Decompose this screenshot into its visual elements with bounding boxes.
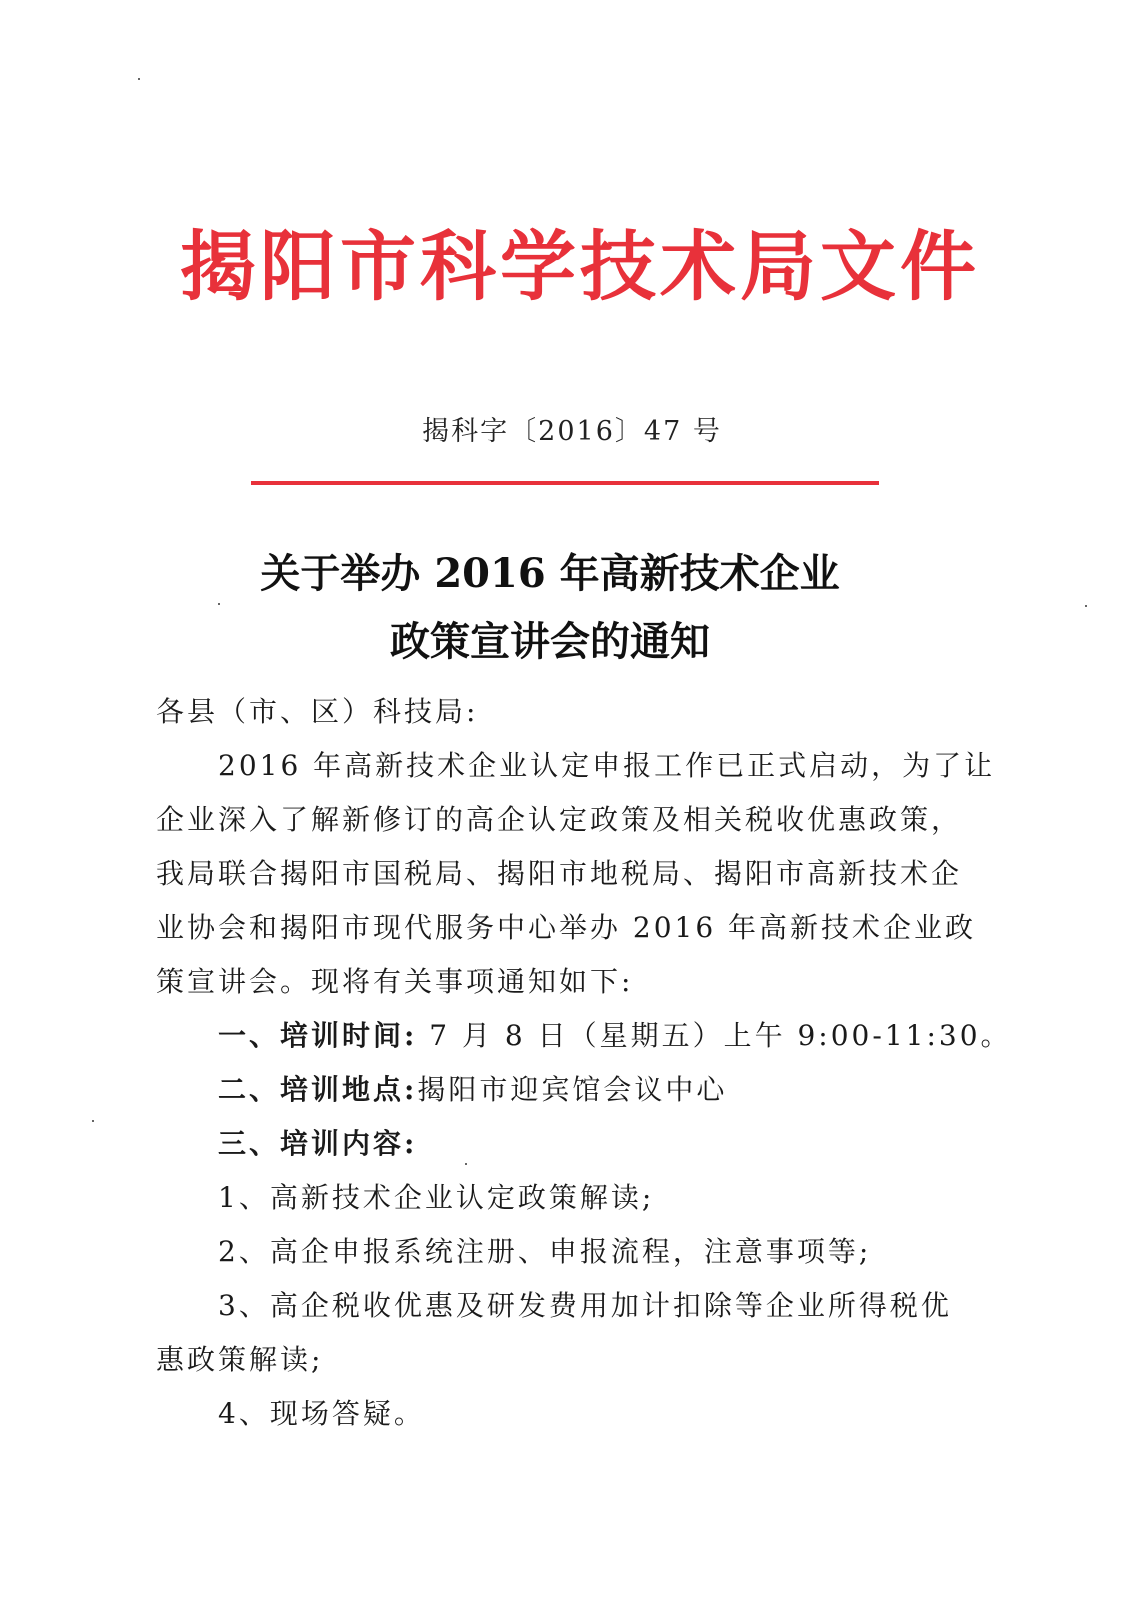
- content-list-item: 2、高企申报系统注册、申报流程，注意事项等;: [218, 1235, 872, 1268]
- paragraph-line: 2016 年高新技术企业认定申报工作已正式启动，为了让: [218, 749, 996, 782]
- document-number: 揭科字〔2016〕47 号: [422, 416, 722, 447]
- notice-title-line-1: 关于举办 2016 年高新技术企业: [260, 550, 840, 597]
- content-list-item: 1、高新技术企业认定政策解读;: [218, 1181, 655, 1214]
- item-training-time: [218, 1016, 1018, 1056]
- item-label: 一、培训时间:: [218, 1019, 418, 1052]
- paragraph-line: 业协会和揭阳市现代服务中心举办 2016 年高新技术企业政: [156, 911, 977, 944]
- scan-speck: [218, 603, 220, 605]
- paragraph-line: 企业深入了解新修订的高企认定政策及相关税收优惠政策，: [156, 803, 963, 836]
- content-list-item: 惠政策解读;: [156, 1343, 324, 1376]
- item-training-content: [218, 1124, 1018, 1164]
- scan-speck: [1085, 605, 1087, 607]
- scan-speck: [465, 1163, 467, 1165]
- content-list-item: 3、高企税收优惠及研发费用加计扣除等企业所得税优: [218, 1289, 952, 1322]
- item-label: 二、培训地点:: [218, 1073, 418, 1106]
- item-value: 7 月 8 日（星期五）上午 9:00-11:30。: [417, 1019, 1012, 1052]
- content-list-item: 4、现场答疑。: [218, 1397, 425, 1430]
- item-value: 揭阳市迎宾馆会议中心: [417, 1073, 728, 1106]
- scan-speck: [92, 1120, 94, 1122]
- paragraph-line: 策宣讲会。现将有关事项通知如下:: [156, 965, 634, 998]
- red-divider-line: [251, 481, 879, 485]
- scan-speck: [138, 78, 140, 80]
- paragraph-line: 我局联合揭阳市国税局、揭阳市地税局、揭阳市高新技术企: [156, 857, 963, 890]
- masthead-title: 揭阳市科学技术局文件: [180, 222, 980, 311]
- salutation: 各县（市、区）科技局:: [156, 695, 479, 728]
- item-training-location: [218, 1070, 1018, 1110]
- item-label: 三、培训内容:: [218, 1127, 418, 1160]
- notice-title-line-2: 政策宣讲会的通知: [390, 618, 710, 665]
